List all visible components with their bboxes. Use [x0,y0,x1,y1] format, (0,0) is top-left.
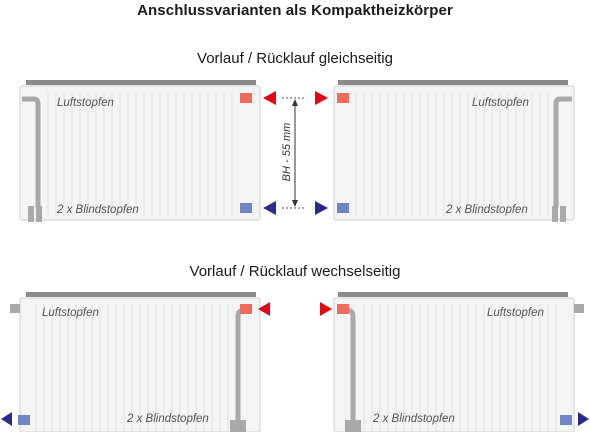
pipe-stub [560,206,566,222]
section-title-same-side: Vorlauf / Rücklauf gleichseitig [197,50,393,67]
dimension-label: BH - 55 mm [281,122,293,182]
top-grille [26,292,256,297]
pipe-stub [36,206,42,222]
label-blind-plugs: 2 x Blindstopfen [127,413,209,425]
return-arrow-left [1,412,12,426]
pipe-stub [240,420,246,432]
label-air-plug: Luftstopfen [472,97,529,109]
supply-fitting [240,304,252,314]
diagram-title: Anschlussvarianten als Kompaktheizkörper [137,2,453,19]
return-arrow-left [263,201,276,215]
label-blind-plugs: 2 x Blindstopfen [446,204,528,216]
top-grille [338,80,568,85]
label-air-plug: Luftstopfen [57,97,114,109]
label-blind-plugs: 2 x Blindstopfen [57,204,139,216]
pipe-stub [345,420,351,432]
return-fitting [18,415,30,425]
radiator-panel [334,86,574,220]
return-fitting [560,415,572,425]
radiator-same-side-right [334,80,574,222]
radiator-alternating-right [334,292,584,432]
return-fitting [337,203,349,213]
pipe-stub [552,206,558,222]
supply-fitting [337,93,349,103]
supply-fitting [337,304,349,314]
return-arrow-right [578,412,589,426]
radiator-same-side-left [20,80,260,222]
pipe-stub [355,420,361,432]
dimension-arrow-top [292,99,298,106]
supply-arrow-left [263,91,276,105]
dimension-arrow-bottom [292,200,298,207]
pipe-stub [230,420,236,432]
air-plug [574,304,584,313]
label-air-plug: Luftstopfen [42,307,99,319]
pipe-stub [28,206,34,222]
supply-fitting [240,93,252,103]
top-grille [338,292,568,297]
return-fitting [240,203,252,213]
label-blind-plugs: 2 x Blindstopfen [373,413,455,425]
supply-arrow-right [320,302,332,316]
supply-arrow-right [315,91,328,105]
label-air-plug: Luftstopfen [487,307,544,319]
section-title-alternating: Vorlauf / Rücklauf wechselseitig [189,263,401,280]
air-plug [10,304,20,313]
top-grille [26,80,256,85]
return-arrow-right [315,201,328,215]
